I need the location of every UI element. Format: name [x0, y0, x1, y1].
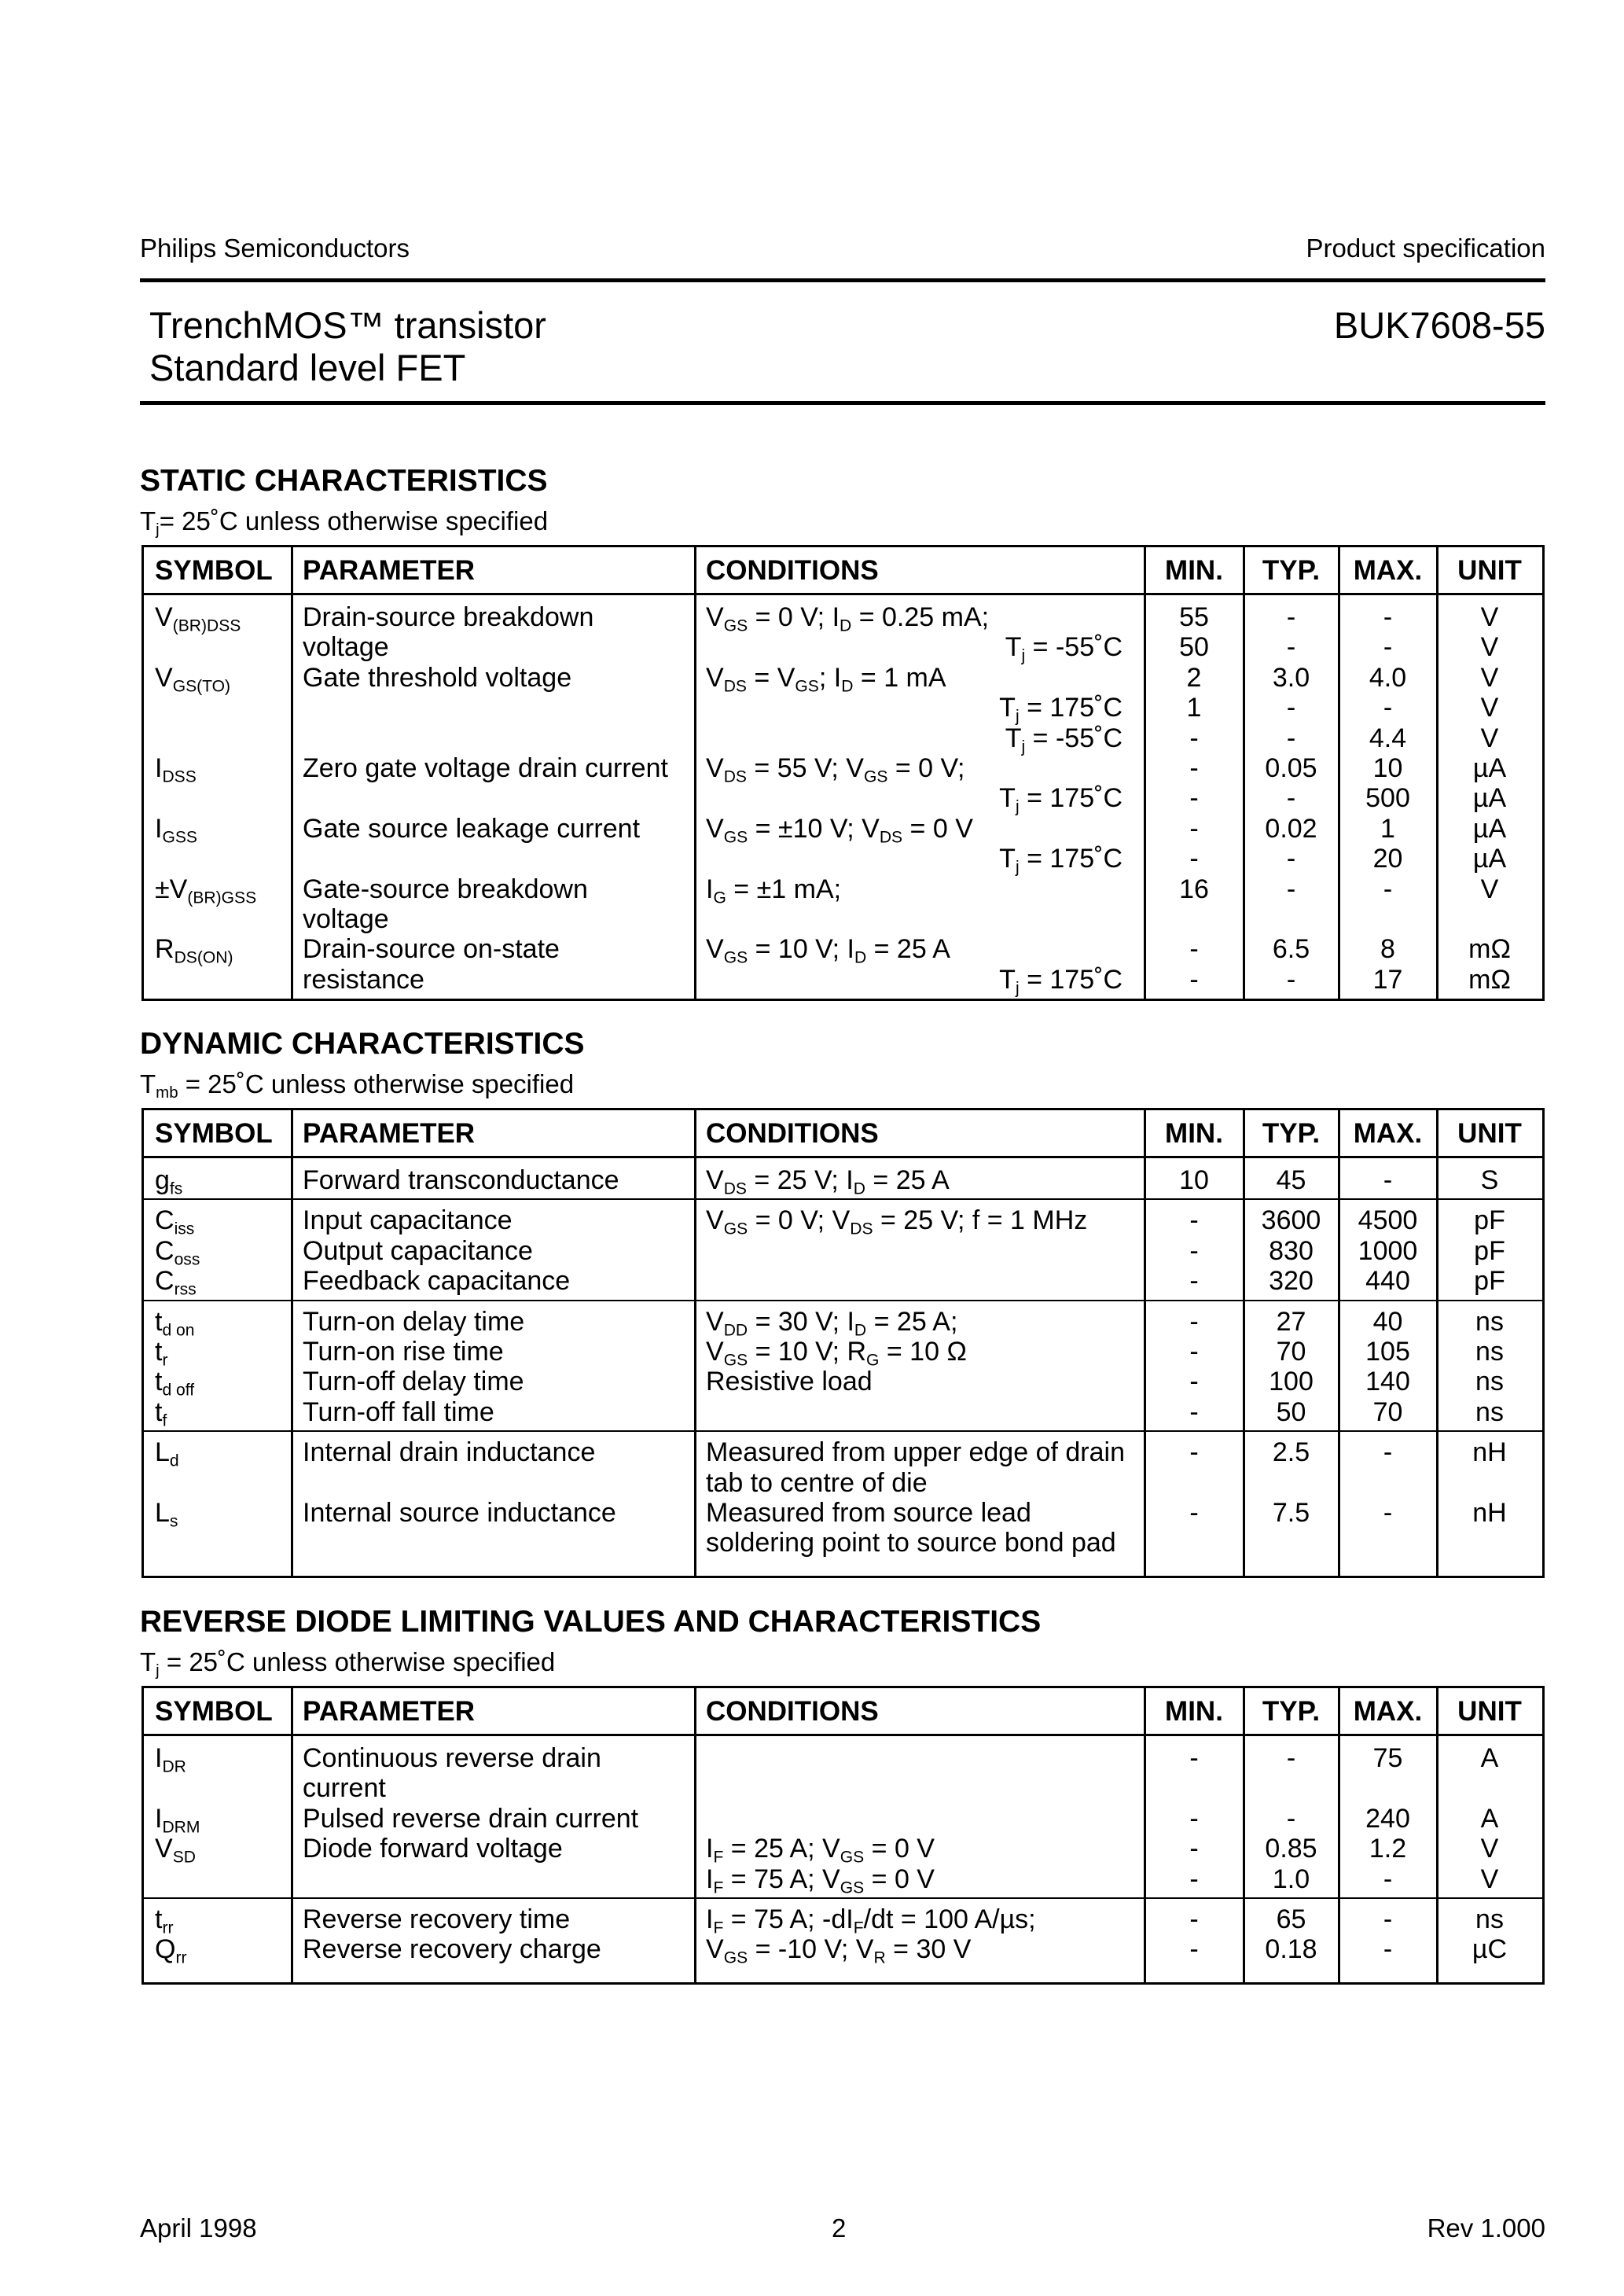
cell-unit: ns — [1475, 1367, 1504, 1397]
column-divider — [694, 1688, 696, 1982]
cell-max: 8 — [1380, 934, 1395, 965]
column-divider — [291, 547, 293, 999]
footer-page-number: 2 — [832, 2213, 847, 2243]
cell-typ: - — [1286, 693, 1296, 723]
cell-parameter: Diode forward voltage — [303, 1834, 563, 1864]
cell-min: 1 — [1186, 693, 1202, 723]
cell-unit: A — [1480, 1743, 1499, 1773]
column-header-parameter: PARAMETER — [303, 1696, 476, 1727]
group-divider — [144, 1300, 1542, 1301]
cell-min: - — [1189, 1904, 1199, 1934]
cell-parameter: resistance — [303, 964, 424, 995]
cell-min: 50 — [1179, 632, 1209, 663]
cell-unit: ns — [1475, 1396, 1504, 1427]
cell-typ: 0.05 — [1265, 753, 1317, 783]
cell-unit: pF — [1474, 1205, 1505, 1236]
header-rule — [140, 278, 1545, 282]
cell-symbol: $C_{oss}$ — [155, 1235, 200, 1269]
cell-unit: µA — [1472, 813, 1507, 844]
cell-parameter: Zero gate voltage drain current — [303, 753, 668, 783]
cell-min: - — [1189, 1235, 1199, 1266]
cell-max: 17 — [1372, 964, 1403, 995]
cell-parameter: Turn-on delay time — [303, 1306, 525, 1337]
cell-min: 10 — [1179, 1165, 1209, 1195]
cell-symbol: $t_{d on}$ — [155, 1306, 195, 1339]
column-header-parameter: PARAMETER — [303, 555, 476, 586]
cell-symbol: $V_{(BR)DSS}$ — [155, 602, 241, 635]
cell-conditions: $V_{GS} = \pm 10$ V; $V_{DS} = 0$ V — [706, 813, 973, 847]
cell-conditions: $V_{GS} = 0$ V; $I_D = 0.25$ mA; — [706, 602, 990, 635]
column-header-parameter: PARAMETER — [303, 1118, 476, 1149]
cell-max: 105 — [1365, 1337, 1410, 1367]
column-header-min: MIN. — [1165, 1118, 1223, 1149]
cell-min: - — [1189, 1367, 1199, 1397]
column-header-symbol: SYMBOL — [155, 555, 273, 586]
column-header-conditions: CONDITIONS — [706, 1696, 879, 1727]
cell-unit: V — [1480, 1834, 1499, 1864]
column-header-symbol: SYMBOL — [155, 1696, 273, 1727]
cell-symbol: $g_{fs}$ — [155, 1165, 183, 1198]
cell-parameter: Feedback capacitance — [303, 1266, 571, 1297]
cell-unit: S — [1480, 1165, 1499, 1195]
cell-typ: - — [1286, 874, 1296, 904]
cell-max: - — [1383, 693, 1393, 723]
cell-unit: A — [1480, 1803, 1499, 1834]
cell-typ: 0.18 — [1265, 1934, 1317, 1965]
cell-parameter: Drain-source breakdown — [303, 602, 594, 632]
cell-typ: - — [1286, 964, 1296, 995]
cell-max: 20 — [1372, 844, 1403, 874]
cell-parameter: Reverse recovery charge — [303, 1934, 601, 1965]
cell-max: 75 — [1372, 1743, 1403, 1773]
column-header-typ: TYP. — [1262, 555, 1321, 586]
column-header-unit: UNIT — [1457, 1118, 1522, 1149]
cell-typ: 2.5 — [1272, 1437, 1310, 1468]
cell-min: - — [1189, 1934, 1199, 1965]
cell-typ: 0.85 — [1265, 1834, 1317, 1864]
reverse-section-note: $T_j$ = 25˚C unless otherwise specified — [140, 1647, 556, 1680]
cell-conditions: $V_{GS} = 0$ V; $V_{DS} = 25$ V; f = 1 MHz — [706, 1205, 1088, 1238]
cell-min: - — [1189, 844, 1199, 874]
column-divider — [291, 1110, 293, 1576]
cell-conditions: $I_F = 25$ A; $V_{GS} = 0$ V — [706, 1834, 935, 1867]
title-rule — [140, 401, 1545, 405]
cell-symbol: $t_r$ — [155, 1337, 168, 1370]
column-divider — [694, 547, 696, 999]
cell-typ: 65 — [1276, 1904, 1306, 1934]
cell-typ: 3.0 — [1272, 662, 1310, 693]
cell-symbol: $C_{rss}$ — [155, 1266, 197, 1299]
cell-typ: 320 — [1269, 1266, 1314, 1297]
cell-parameter: Internal source inductance — [303, 1498, 616, 1528]
cell-conditions: Resistive load — [706, 1367, 873, 1397]
cell-conditions: $I_F = 75$ A; $V_{GS} = 0$ V — [706, 1864, 935, 1897]
cell-typ: 830 — [1269, 1235, 1314, 1266]
cell-min: 55 — [1179, 602, 1209, 632]
reverse-section-title: REVERSE DIODE LIMITING VALUES AND CHARACTERISTICS — [140, 1605, 1042, 1639]
cell-unit: mΩ — [1468, 964, 1511, 995]
cell-min: - — [1189, 1266, 1199, 1297]
cell-max: 70 — [1372, 1396, 1403, 1427]
cell-min: - — [1189, 1396, 1199, 1427]
cell-max: 1000 — [1358, 1235, 1418, 1266]
column-header-max: MAX. — [1353, 555, 1423, 586]
cell-min: - — [1189, 813, 1199, 844]
cell-unit: nH — [1472, 1498, 1507, 1528]
cell-max: 4500 — [1358, 1205, 1418, 1236]
cell-symbol: $Q_{rr}$ — [155, 1934, 187, 1967]
dynamic-characteristics-table — [141, 1108, 1545, 1578]
column-header-symbol: SYMBOL — [155, 1118, 273, 1149]
column-header-max: MAX. — [1353, 1696, 1423, 1727]
cell-min: - — [1189, 1864, 1199, 1894]
column-header-max: MAX. — [1353, 1118, 1423, 1149]
company-name: Philips Semiconductors — [140, 234, 410, 263]
cell-unit: ns — [1475, 1904, 1504, 1934]
cell-typ: 1.0 — [1272, 1864, 1310, 1894]
cell-parameter: Turn-off delay time — [303, 1367, 524, 1397]
cell-unit: ns — [1475, 1337, 1504, 1367]
cell-symbol: $R_{DS(ON)}$ — [155, 934, 233, 967]
cell-symbol: $I_{GSS}$ — [155, 813, 197, 847]
cell-condition-temperature: $T_j$ = 175˚C — [999, 964, 1122, 998]
cell-min: - — [1189, 1306, 1199, 1337]
column-header-unit: UNIT — [1457, 555, 1522, 586]
cell-max: 240 — [1365, 1803, 1410, 1834]
column-header-typ: TYP. — [1262, 1118, 1321, 1149]
cell-unit: V — [1480, 723, 1499, 753]
cell-typ: - — [1286, 783, 1296, 814]
cell-min: - — [1189, 723, 1199, 753]
cell-conditions: soldering point to source bond pad — [706, 1528, 1116, 1558]
column-header-typ: TYP. — [1262, 1696, 1321, 1727]
dynamic-section-title: DYNAMIC CHARACTERISTICS — [140, 1027, 585, 1061]
product-title-line1: TrenchMOS™ transistor — [149, 304, 546, 346]
cell-unit: V — [1480, 693, 1499, 723]
static-section-note: $T_j=$ 25˚C unless otherwise specified — [140, 506, 549, 539]
cell-max: - — [1383, 1934, 1393, 1965]
cell-max: - — [1383, 1437, 1393, 1468]
cell-min: - — [1189, 964, 1199, 995]
header-divider — [144, 593, 1542, 595]
cell-unit: µA — [1472, 783, 1507, 814]
cell-parameter: Gate threshold voltage — [303, 662, 572, 693]
cell-symbol: $I_{DRM}$ — [155, 1803, 200, 1837]
cell-conditions: Measured from source lead — [706, 1498, 1031, 1528]
cell-condition-temperature: $T_j$ = -55˚C — [1005, 723, 1122, 756]
cell-max: 1 — [1380, 813, 1395, 844]
cell-conditions: $V_{GS} = 10$ V; $I_D = 25$ A — [706, 934, 950, 967]
cell-typ: - — [1286, 632, 1296, 663]
cell-min: 2 — [1186, 662, 1202, 693]
cell-max: 10 — [1372, 753, 1403, 783]
cell-typ: 0.02 — [1265, 813, 1317, 844]
cell-min: - — [1189, 1803, 1199, 1834]
cell-parameter: Turn-off fall time — [303, 1396, 494, 1427]
cell-conditions: Measured from upper edge of drain — [706, 1437, 1125, 1468]
cell-parameter: Internal drain inductance — [303, 1437, 596, 1468]
cell-parameter: voltage — [303, 632, 389, 663]
column-header-min: MIN. — [1165, 1696, 1223, 1727]
cell-parameter: Gate source leakage current — [303, 813, 641, 844]
cell-typ: 45 — [1276, 1165, 1306, 1195]
header-divider — [144, 1156, 1542, 1158]
cell-typ: 7.5 — [1272, 1498, 1310, 1528]
cell-min: - — [1189, 783, 1199, 814]
column-header-unit: UNIT — [1457, 1696, 1522, 1727]
cell-parameter: current — [303, 1773, 386, 1804]
cell-unit: pF — [1474, 1266, 1505, 1297]
product-title-line2: Standard level FET — [149, 347, 466, 388]
cell-parameter: Gate-source breakdown — [303, 874, 588, 904]
cell-min: - — [1189, 753, 1199, 783]
cell-unit: µA — [1472, 844, 1507, 874]
cell-min: 16 — [1179, 874, 1209, 904]
cell-max: 4.4 — [1369, 723, 1407, 753]
cell-conditions: $V_{DS} = 55$ V; $V_{GS} = 0$ V; — [706, 753, 965, 786]
group-divider — [144, 1198, 1542, 1200]
header-divider — [144, 1734, 1542, 1736]
cell-parameter: Drain-source on-state — [303, 934, 560, 965]
cell-min: - — [1189, 1743, 1199, 1773]
cell-min: - — [1189, 934, 1199, 965]
cell-max: 40 — [1372, 1306, 1403, 1337]
cell-parameter: Input capacitance — [303, 1205, 513, 1236]
cell-max: - — [1383, 602, 1393, 632]
cell-unit: V — [1480, 662, 1499, 693]
document-type: Product specification — [1306, 234, 1545, 263]
cell-max: 500 — [1365, 783, 1410, 814]
cell-max: 4.0 — [1369, 662, 1407, 693]
cell-symbol: $C_{iss}$ — [155, 1205, 195, 1238]
cell-parameter: Pulsed reverse drain current — [303, 1803, 639, 1834]
cell-unit: V — [1480, 1864, 1499, 1894]
cell-symbol: $\pm V_{(BR)GSS}$ — [155, 874, 257, 907]
cell-conditions: $V_{DD} = 30$ V; $I_D = 25$ A; — [706, 1306, 958, 1339]
cell-parameter: Reverse recovery time — [303, 1904, 571, 1934]
cell-conditions: $I_F = 75$ A; $-dI_F/dt = 100$ A/µs; — [706, 1904, 1036, 1937]
cell-conditions: tab to centre of die — [706, 1467, 928, 1498]
part-number: BUK7608-55 — [1333, 304, 1545, 346]
cell-symbol: $L_s$ — [155, 1498, 178, 1531]
reverse-diode-table — [141, 1686, 1545, 1985]
column-divider — [694, 1110, 696, 1576]
cell-max: 440 — [1365, 1266, 1410, 1297]
cell-typ: - — [1286, 1743, 1296, 1773]
cell-typ: - — [1286, 723, 1296, 753]
cell-symbol: $L_d$ — [155, 1437, 179, 1470]
cell-max: 140 — [1365, 1367, 1410, 1397]
cell-typ: 50 — [1276, 1396, 1306, 1427]
cell-symbol: $I_{DSS}$ — [155, 753, 197, 786]
static-characteristics-table — [141, 545, 1545, 1001]
cell-symbol: $t_{d off}$ — [155, 1367, 195, 1400]
cell-typ: - — [1286, 1803, 1296, 1834]
cell-parameter: voltage — [303, 904, 389, 934]
cell-conditions: $V_{DS} = V_{GS}$; $I_D = 1$ mA — [706, 662, 946, 696]
dynamic-section-note: $T_{mb}$ = 25˚C unless otherwise specified — [140, 1069, 575, 1102]
cell-conditions: $V_{GS} = -10$ V; $V_R = 30$ V — [706, 1934, 972, 1967]
cell-min: - — [1189, 1498, 1199, 1528]
cell-typ: - — [1286, 602, 1296, 632]
cell-typ: 70 — [1276, 1337, 1306, 1367]
cell-condition-temperature: $T_j$ = 175˚C — [999, 693, 1122, 726]
cell-condition-temperature: $T_j$ = 175˚C — [999, 844, 1122, 877]
cell-typ: 3600 — [1261, 1205, 1321, 1236]
cell-typ: 27 — [1276, 1306, 1306, 1337]
footer-revision: Rev 1.000 — [1427, 2213, 1545, 2243]
cell-max: - — [1383, 1864, 1393, 1894]
cell-max: 1.2 — [1369, 1834, 1407, 1864]
cell-max: - — [1383, 1498, 1393, 1528]
cell-max: - — [1383, 874, 1393, 904]
cell-min: - — [1189, 1337, 1199, 1367]
group-divider — [144, 1430, 1542, 1432]
cell-unit: V — [1480, 632, 1499, 663]
cell-symbol: $V_{SD}$ — [155, 1834, 196, 1867]
column-header-conditions: CONDITIONS — [706, 1118, 879, 1149]
static-section-title: STATIC CHARACTERISTICS — [140, 464, 548, 498]
cell-parameter: Forward transconductance — [303, 1165, 619, 1195]
cell-min: - — [1189, 1205, 1199, 1236]
cell-unit: V — [1480, 602, 1499, 632]
column-header-min: MIN. — [1165, 555, 1223, 586]
cell-unit: µA — [1472, 753, 1507, 783]
cell-unit: µC — [1472, 1934, 1508, 1965]
cell-symbol: $t_{rr}$ — [155, 1904, 174, 1937]
cell-typ: 100 — [1269, 1367, 1314, 1397]
cell-parameter: Turn-on rise time — [303, 1337, 504, 1367]
group-divider — [144, 1897, 1542, 1899]
cell-unit: mΩ — [1468, 934, 1511, 965]
cell-conditions: $V_{DS} = 25$ V; $I_D = 25$ A — [706, 1165, 950, 1198]
cell-unit: ns — [1475, 1306, 1504, 1337]
cell-max: - — [1383, 632, 1393, 663]
footer-date: April 1998 — [140, 2213, 257, 2243]
cell-symbol: $I_{DR}$ — [155, 1743, 186, 1776]
cell-conditions: $V_{GS} = 10$ V; $R_G = 10$ Ω — [706, 1337, 967, 1370]
column-header-conditions: CONDITIONS — [706, 555, 879, 586]
cell-parameter: Continuous reverse drain — [303, 1743, 601, 1773]
cell-max: - — [1383, 1904, 1393, 1934]
cell-parameter: Output capacitance — [303, 1235, 533, 1266]
column-divider — [291, 1688, 293, 1982]
cell-max: - — [1383, 1165, 1393, 1195]
cell-condition-temperature: $T_j$ = 175˚C — [999, 783, 1122, 816]
cell-unit: pF — [1474, 1235, 1505, 1266]
cell-min: - — [1189, 1437, 1199, 1468]
cell-unit: V — [1480, 874, 1499, 904]
cell-min: - — [1189, 1834, 1199, 1864]
cell-condition-temperature: $T_j$ = -55˚C — [1005, 632, 1122, 665]
cell-typ: 6.5 — [1272, 934, 1310, 965]
cell-conditions: $I_G = \pm 1$ mA; — [706, 874, 842, 907]
cell-unit: nH — [1472, 1437, 1507, 1468]
cell-typ: - — [1286, 844, 1296, 874]
cell-symbol: $t_f$ — [155, 1396, 167, 1430]
cell-symbol: $V_{GS(TO)}$ — [155, 662, 231, 696]
